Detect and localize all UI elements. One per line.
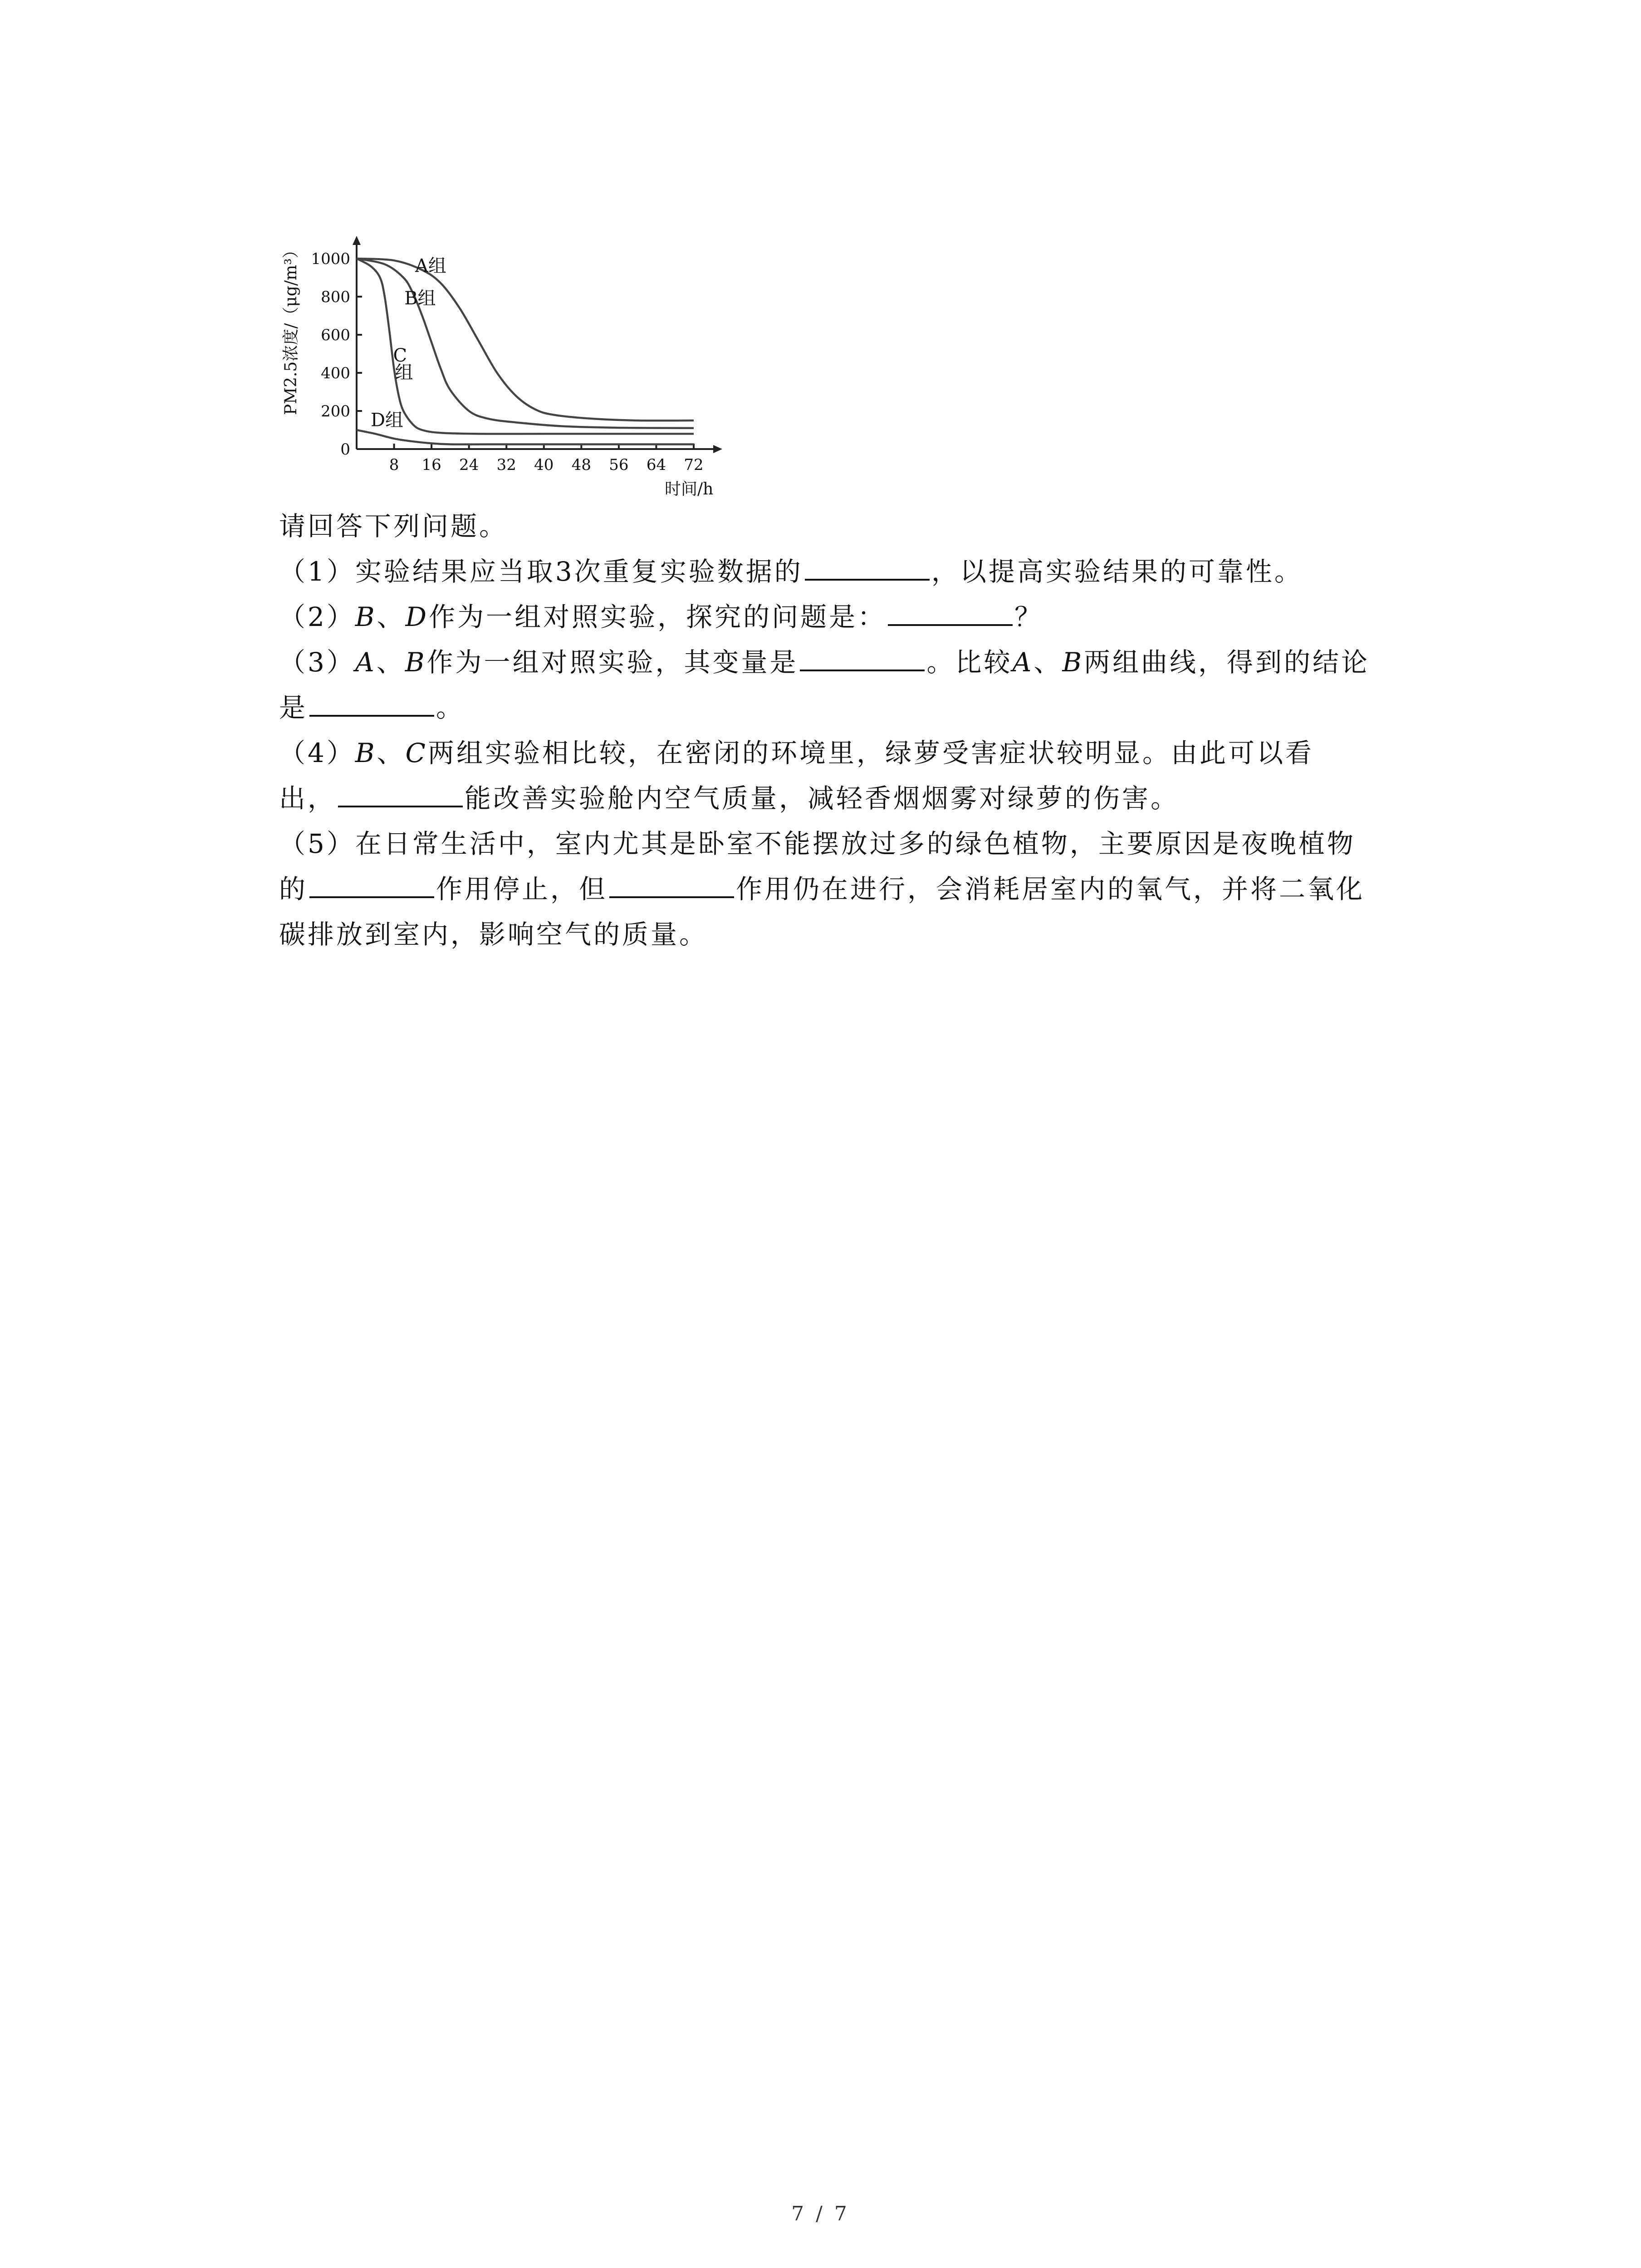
q2-answer-blank[interactable] bbox=[888, 597, 1013, 626]
question-text bbox=[279, 503, 1422, 957]
question-5-line-2 bbox=[279, 866, 1422, 912]
chart-x-axis-label: 时间/h bbox=[665, 480, 714, 499]
q1-answer-blank[interactable] bbox=[805, 552, 930, 581]
x-tick-label: 72 bbox=[684, 456, 704, 474]
series-label-B组: B组 bbox=[404, 288, 436, 309]
q3-group-a-2: A bbox=[1012, 647, 1034, 678]
x-tick-label: 56 bbox=[609, 456, 629, 474]
y-tick-label: 600 bbox=[321, 326, 350, 344]
y-axis-arrow bbox=[353, 236, 361, 245]
y-tick-label: 800 bbox=[321, 288, 350, 306]
q2-text: 作为一组对照实验，探究的问题是： bbox=[429, 601, 887, 632]
q3-conclusion-blank[interactable] bbox=[309, 688, 434, 717]
x-tick-label: 40 bbox=[534, 456, 554, 474]
q1-text-before: （1）实验结果应当取3次重复实验数据的 bbox=[279, 556, 803, 587]
q5-line2-after: 作用仍在进行，会消耗居室内的氧气，并将二氧化 bbox=[736, 874, 1365, 904]
q3-number: （3） bbox=[279, 647, 355, 678]
q4-separator: 、 bbox=[377, 738, 406, 768]
q3-group-b: B bbox=[405, 647, 427, 678]
q4-group-b: B bbox=[355, 738, 377, 768]
pm25-line-chart bbox=[272, 213, 762, 503]
x-tick-label: 8 bbox=[389, 456, 399, 474]
q1-text-after: ，以提高实验结果的可靠性。 bbox=[931, 556, 1303, 587]
x-tick-label: 16 bbox=[421, 456, 441, 474]
series-line-C组 bbox=[357, 259, 694, 434]
q4-text-1: 两组实验相比较，在密闭的环境里，绿萝受害症状较明显。由此可以看 bbox=[427, 738, 1314, 768]
q5-line2-before: 的 bbox=[279, 874, 308, 904]
x-tick-label: 48 bbox=[571, 456, 591, 474]
q3-group-a: A bbox=[355, 647, 377, 678]
q3-line2-before: 是 bbox=[279, 692, 308, 723]
q3-separator-2: 、 bbox=[1034, 647, 1063, 678]
question-5-line-3 bbox=[279, 912, 1422, 957]
y-tick-label: 400 bbox=[321, 364, 350, 382]
series-label-D组: D组 bbox=[370, 410, 404, 431]
series-label-C: C bbox=[393, 345, 407, 366]
q5-line-1: （5）在日常生活中，室内尤其是卧室不能摆放过多的绿色植物，主要原因是夜晚植物 bbox=[279, 828, 1356, 859]
y-tick-label: 1000 bbox=[311, 250, 350, 268]
q4-answer-blank[interactable] bbox=[338, 778, 463, 807]
q4-number: （4） bbox=[279, 738, 355, 768]
question-4-line-1 bbox=[279, 730, 1422, 776]
page-number: 7 / 7 bbox=[791, 2202, 850, 2225]
question-4-line-2 bbox=[279, 776, 1422, 821]
q5-line2-mid: 作用停止，但 bbox=[436, 874, 608, 904]
q3-variable-blank[interactable] bbox=[800, 642, 925, 671]
q2-group-b: B bbox=[355, 601, 377, 632]
intro-line bbox=[279, 503, 1422, 549]
y-tick-label: 0 bbox=[340, 440, 350, 459]
x-axis-arrow bbox=[713, 445, 722, 453]
q3-text-2: 。比较 bbox=[926, 647, 1013, 678]
q3-separator: 、 bbox=[376, 647, 405, 678]
q3-text-3: 两组曲线，得到的结论 bbox=[1084, 647, 1370, 678]
x-tick-label: 64 bbox=[646, 456, 666, 474]
q3-text-1: 作为一组对照实验，其变量是 bbox=[426, 647, 798, 678]
chart-y-axis-label: PM2.5浓度/（μg/m³） bbox=[282, 242, 300, 415]
q5-blank-1[interactable] bbox=[309, 869, 434, 898]
q5-line-3: 碳排放到室内，影响空气的质量。 bbox=[279, 919, 708, 950]
series-line-D组 bbox=[357, 430, 694, 445]
q3-line2-after: 。 bbox=[436, 692, 465, 723]
question-2 bbox=[279, 594, 1422, 640]
q4-line2-before: 出， bbox=[279, 783, 337, 814]
question-3-line-1 bbox=[279, 640, 1422, 685]
q5-blank-2[interactable] bbox=[609, 869, 734, 898]
q2-number: （2） bbox=[279, 601, 355, 632]
x-tick-label: 24 bbox=[459, 456, 479, 474]
q3-group-b-2: B bbox=[1062, 647, 1084, 678]
q2-separator: 、 bbox=[377, 601, 406, 632]
q2-group-d: D bbox=[405, 601, 429, 632]
question-1 bbox=[279, 549, 1422, 594]
y-tick-label: 200 bbox=[321, 402, 350, 420]
q2-text-after: ？ bbox=[1014, 601, 1043, 632]
series-label-C-suffix: 组 bbox=[395, 362, 413, 383]
question-3-line-2 bbox=[279, 685, 1422, 730]
q4-line2-after: 能改善实验舱内空气质量，减轻香烟烟雾对绿萝的伤害。 bbox=[465, 783, 1180, 814]
intro-text: 请回答下列问题。 bbox=[279, 511, 508, 542]
x-tick-label: 32 bbox=[496, 456, 516, 474]
q4-group-c: C bbox=[405, 738, 428, 768]
series-label-A组: A组 bbox=[415, 255, 446, 277]
question-5-line-1 bbox=[279, 821, 1422, 866]
